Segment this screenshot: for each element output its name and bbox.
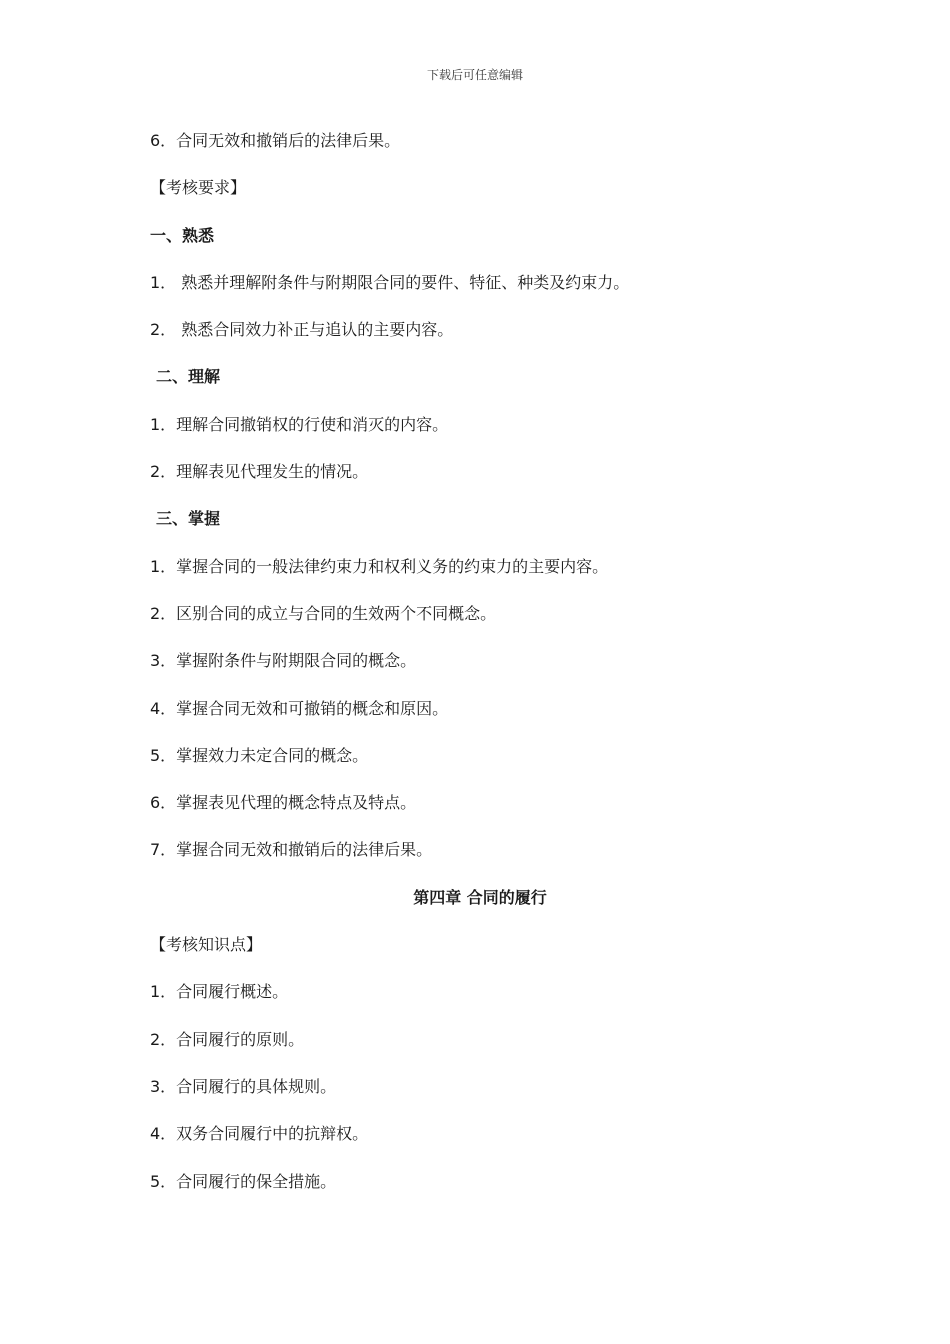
- list-item: 2． 熟悉合同效力补正与追认的主要内容。: [150, 320, 454, 340]
- list-item: 1．掌握合同的一般法律约束力和权利义务的约束力的主要内容。: [150, 556, 609, 576]
- chapter-title: 第四章 合同的履行: [413, 887, 547, 907]
- list-item: 1． 熟悉并理解附条件与附期限合同的要件、特征、种类及约束力。: [150, 272, 630, 292]
- list-item: 3．掌握附条件与附期限合同的概念。: [150, 651, 417, 671]
- document-body: [150, 128, 810, 1216]
- section-heading-assessment-requirements: 【考核要求】: [150, 178, 247, 198]
- subheading-master: 三、掌握: [156, 509, 221, 529]
- list-item: 4．掌握合同无效和可撤销的概念和原因。: [150, 698, 449, 718]
- list-item: 3．合同履行的具体规则。: [150, 1076, 337, 1096]
- list-item: 2．区别合同的成立与合同的生效两个不同概念。: [150, 603, 497, 623]
- list-item: 1．合同履行概述。: [150, 982, 289, 1002]
- list-item-legal-consequences: 6．合同无效和撤销后的法律后果。: [150, 131, 401, 150]
- list-item: 5．合同履行的保全措施。: [150, 1171, 337, 1191]
- section-heading-knowledge-points: 【考核知识点】: [150, 935, 263, 955]
- subheading-familiarize: 一、熟悉: [150, 225, 215, 245]
- list-item: 2．合同履行的原则。: [150, 1029, 305, 1049]
- list-item: 5．掌握效力未定合同的概念。: [150, 745, 369, 765]
- subheading-understand: 二、理解: [156, 367, 221, 387]
- page-header-note: 下载后可任意编辑: [426, 68, 523, 82]
- list-item: 2．理解表见代理发生的情况。: [150, 462, 369, 482]
- list-item: 7．掌握合同无效和撤销后的法律后果。: [150, 840, 433, 860]
- list-item: 1．理解合同撤销权的行使和消灭的内容。: [150, 414, 449, 434]
- list-item: 6．掌握表见代理的概念特点及特点。: [150, 793, 417, 813]
- list-item: 4．双务合同履行中的抗辩权。: [150, 1124, 369, 1144]
